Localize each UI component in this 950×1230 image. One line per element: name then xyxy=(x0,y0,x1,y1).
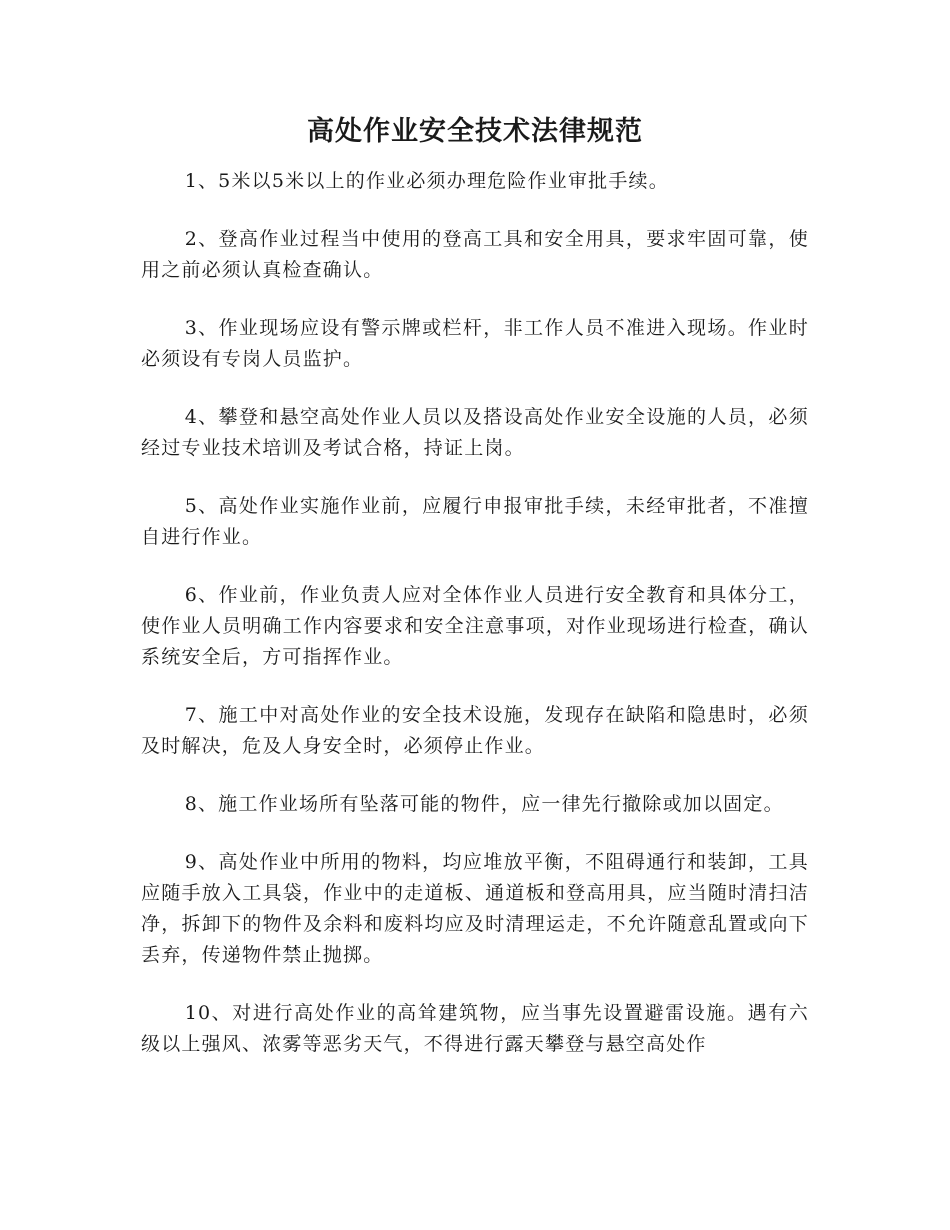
paragraph-7: 7、施工中对高处作业的安全技术设施，发现存在缺陷和隐患时，必须及时解决，危及人身安全时，必须停止作业。 xyxy=(141,704,809,757)
paragraph-6: 6、作业前，作业负责人应对全体作业人员进行安全教育和具体分工，使作业人员明确工作内容要求和安全注意事项，对作业现场进行检查，确认系统安全后，方可指挥作业。 xyxy=(141,584,809,668)
paragraph-10: 10、对进行高处作业的高耸建筑物，应当事先设置避雷设施。遇有六级以上强风、浓雾等恶劣天气，不得进行露天攀登与悬空高处作 xyxy=(141,1002,809,1055)
paragraph-2: 2、登高作业过程当中使用的登高工具和安全用具，要求牢固可靠，使用之前必须认真检查确认。 xyxy=(141,228,809,281)
paragraph-8: 8、施工作业场所有坠落可能的物件，应一律先行撤除或加以固定。 xyxy=(184,793,784,815)
document-title: 高处作业安全技术法律规范 xyxy=(307,116,643,147)
paragraph-5: 5、高处作业实施作业前，应履行申报审批手续，未经审批者，不准擅自进行作业。 xyxy=(141,495,809,548)
paragraph-1: 1、5米以5米以上的作业必须办理危险作业审批手续。 xyxy=(184,170,669,192)
document-page xyxy=(141,112,809,1087)
paragraph-3: 3、作业现场应设有警示牌或栏杆，非工作人员不准进入现场。作业时必须设有专岗人员监护。 xyxy=(141,317,809,370)
paragraph-4: 4、攀登和悬空高处作业人员以及搭设高处作业安全设施的人员，必须经过专业技术培训及考试合格，持证上岗。 xyxy=(141,406,809,459)
paragraph-9: 9、高处作业中所用的物料，均应堆放平衡，不阻碍通行和装卸，工具应随手放入工具袋，作业中的走道板、通道板和登高用具，应当随时清扫洁净，拆卸下的物件及余料和废料均应及时清理运走，不允许随意乱置或向下丢弃，传递物件禁止抛掷。 xyxy=(141,851,809,966)
